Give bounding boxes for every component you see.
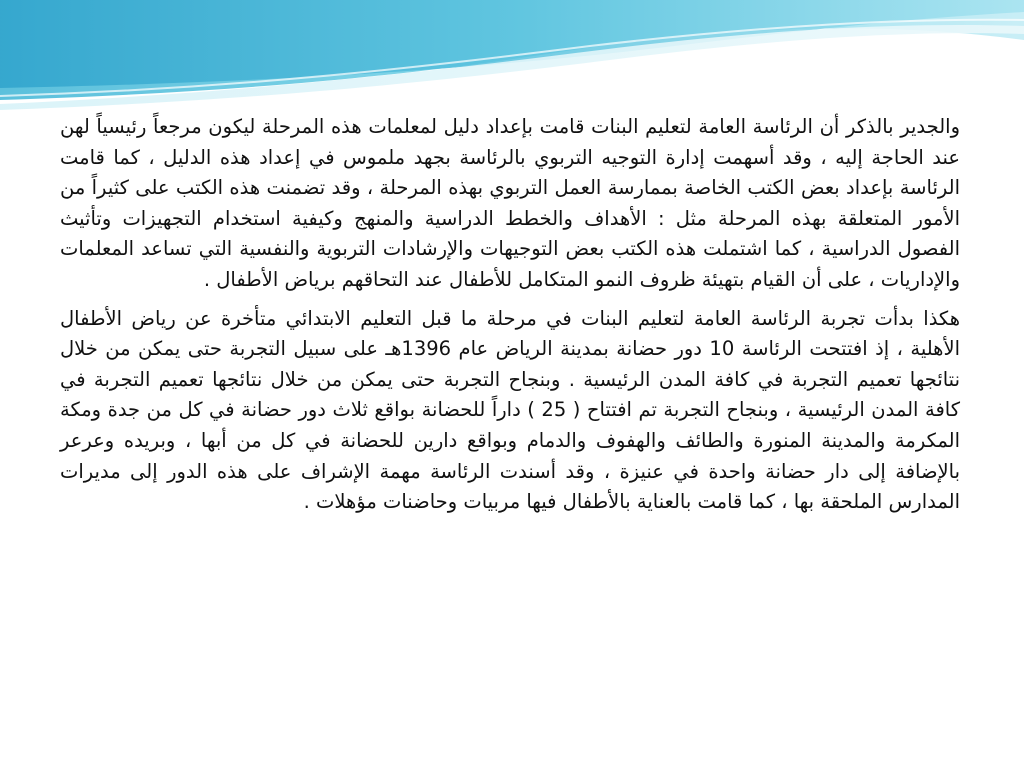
text-body <box>60 112 960 526</box>
wave-front <box>0 0 1024 88</box>
paragraph-2: هكذا بدأت تجربة الرئاسة العامة لتعليم البنات في مرحلة ما قبل التعليم الابتدائي متأخرة عن رياض الأطفال الأهلية ، إذ افتتحت الرئاسة 10 دور حضانة بمدينة الرياض عام 1396هـ على سبيل التجربة حتى يمكن من خلال نتائجها تعميم التجربة في كافة المدن الرئيسية . وبنجاح التجربة حتى يمكن من خلال نتائجها تعميم التجربة في كافة المدن الرئيسية ، وبنجاح التجربة تم افتتاح ( 25 ) داراً للحضانة بواقع ثلاث دور حضانة في كل من جدة ومكة المكرمة والمدينة المنورة والطائف والهفوف والدمام وبواقع دارين للحضانة في كل من أبها ، وبريده وعرعر بالإضافة إلى دار حضانة واحدة في عنيزة ، وقد أسندت الرئاسة مهمة الإشراف على هذه الدور إلى مديرات المدارس الملحقة بها ، كما قامت بالعناية بالأطفال فيها مربيات وحاضنات مؤهلات . <box>60 306 960 514</box>
header-wave-decoration <box>0 0 1024 130</box>
paragraph-1: والجدير بالذكر أن الرئاسة العامة لتعليم البنات قامت بإعداد دليل لمعلمات هذه المرحلة ليكون مرجعاً رئيسياً لهن عند الحاجة إليه ، وقد أسهمت إدارة التوجيه التربوي بالرئاسة بجهد ملموس في إعداد هذه الدليل ، كما قامت الرئاسة بإعداد بعض الكتب الخاصة بممارسة العمل التربوي بهذه المرحلة ، وقد تضمنت هذه الكتب على كثيراً من الأمور المتعلقة بهذه المرحلة مثل : الأهداف والخطط الدراسية والمنهج وكيفية استخدام التجهيزات وتأثيث الفصول الدراسية ، كما اشتملت هذه الكتب بعض التوجيهات والإرشادات التربوية والنفسية التي تساعد المعلمات والإداريات ، على أن القيام بتهيئة ظروف النمو المتكامل للأطفال عند التحاقهم برياض الأطفال . <box>60 115 960 291</box>
